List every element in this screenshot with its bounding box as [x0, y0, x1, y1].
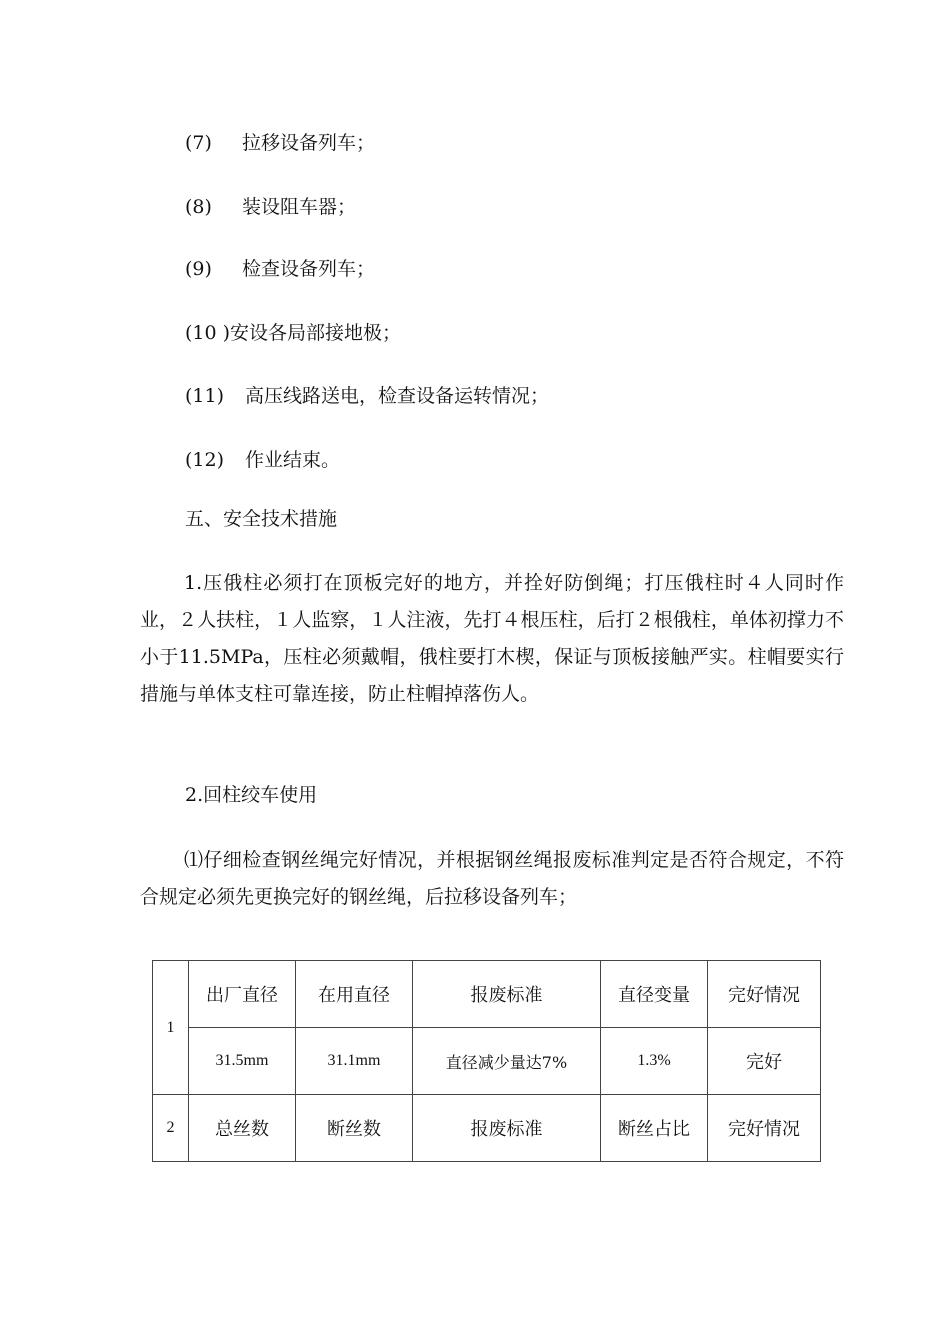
- step-item: [185, 387, 549, 406]
- paragraph-wire-rope: ⑴仔细检查钢丝绳完好情况，并根据钢丝绳报废标准判定是否符合规定，不符合规定必须先更换完好的钢丝绳，后拉移设备列车；: [140, 849, 844, 908]
- header-cell: 在用直径: [296, 961, 413, 1028]
- header-cell: 直径变量: [601, 961, 708, 1028]
- row-index: 1: [153, 961, 189, 1095]
- value-cell: 31.1mm: [296, 1028, 413, 1095]
- step-item: [185, 324, 401, 343]
- step-number: (9): [185, 258, 212, 280]
- step-item: [185, 451, 340, 470]
- header-cell: 出厂直径: [189, 961, 296, 1028]
- table-row: [153, 961, 821, 1028]
- header-cell: 完好情况: [708, 1095, 821, 1162]
- step-text: 检查设备列车；: [242, 258, 376, 280]
- step-number: (11): [185, 385, 225, 407]
- paragraph-support-columns: 1.压俄柱必须打在顶板完好的地方，并拴好防倒绳；打压俄柱时４人同时作业，２人扶柱，１人监察，１人注液，先打４根压柱，后打２根俄柱，单体初撑力不小于11.5MPa，压柱必须戴帽，俄柱要打木楔，保证与顶板接触严实。柱帽要实行措施与单体支柱可靠连接，防止柱帽掉落伤人。: [140, 572, 844, 705]
- step-number: (10 ): [185, 322, 231, 344]
- subheading-winch: 2.回柱绞车使用: [185, 784, 318, 806]
- step-text: 装设阻车器；: [242, 196, 357, 218]
- header-cell: 报废标准: [413, 961, 601, 1028]
- step-text: 拉移设备列车；: [242, 132, 376, 154]
- section-heading: 五、安全技术措施: [185, 508, 338, 530]
- header-cell: 总丝数: [189, 1095, 296, 1162]
- step-item: [185, 198, 356, 217]
- value-cell: 完好: [708, 1028, 821, 1095]
- header-cell: 报废标准: [413, 1095, 601, 1162]
- header-cell: 断丝数: [296, 1095, 413, 1162]
- step-text: 高压线路送电，检查设备运转情况；: [245, 385, 550, 407]
- step-number: (8): [185, 196, 212, 218]
- table-row: [153, 1028, 821, 1095]
- value-cell: 1.3%: [601, 1028, 708, 1095]
- row-index: 2: [153, 1095, 189, 1162]
- wire-rope-inspection-table: [152, 960, 821, 1162]
- table-row: [153, 1095, 821, 1162]
- step-number: (12): [185, 449, 225, 471]
- value-cell: 31.5mm: [189, 1028, 296, 1095]
- step-item: [185, 134, 375, 153]
- value-cell: 直径减少量达7%: [413, 1028, 601, 1095]
- step-text: 安设各局部接地极；: [230, 322, 402, 344]
- header-cell: 完好情况: [708, 961, 821, 1028]
- header-cell: 断丝占比: [601, 1095, 708, 1162]
- step-text: 作业结束。: [245, 449, 341, 471]
- step-item: [185, 260, 375, 279]
- step-number: (7): [185, 132, 212, 154]
